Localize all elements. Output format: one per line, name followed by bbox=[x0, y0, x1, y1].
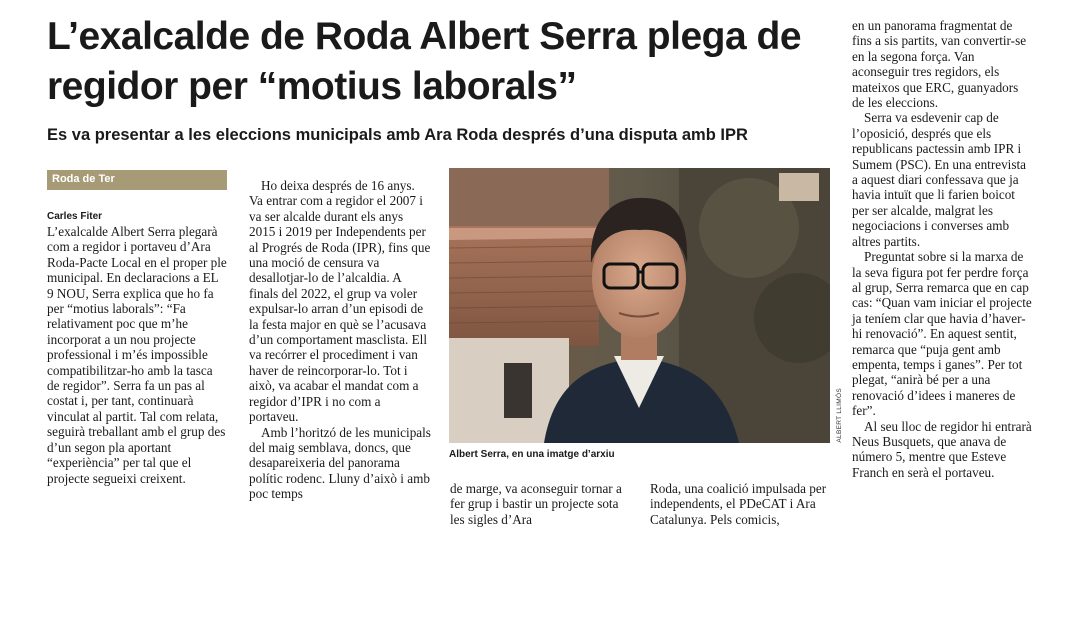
section-label: Roda de Ter bbox=[52, 173, 115, 185]
paragraph: L’exalcalde Albert Serra plegarà com a regidor i portaveu d’Ara Roda-Pacte Local en el proper ple municipal. En declaracions a EL 9 NOU, Serra explica que ho fa per “motius laborals”: “Fa relativament poc que m’he incorporat a un nou projecte professional i m’és impossible compatibilitzar-ho amb la tasca de regidor”. Serra fa un pas al costat i, per tant, continuarà vinculat al partit. Tal com relata, seguirà treballant amb el grup des d’un segon pla aportant “experiència” per tal que el projecte segueixi creixent. bbox=[47, 224, 227, 486]
paragraph: Ho deixa després de 16 anys. Va entrar com a regidor el 2007 i va ser alcalde durant els anys 2015 i 2019 per Independents per al Progrés de Roda (IPR), fins que una moció de censura va desallotjar-lo de l’alcaldia. A finals del 2022, el grup va voler expulsar-lo arran d’un episodi de la festa major en què se l’acusava d’un comportament masclista. Ell va recórrer el procediment i van haver de reincorporar-lo. Tot i això, va acabar el mandat com a regidor d’IPR i no com a portaveu. bbox=[249, 178, 431, 425]
column-3 bbox=[450, 481, 630, 527]
column-2 bbox=[249, 178, 431, 502]
article-photo bbox=[449, 168, 830, 443]
byline: Carles Fiter bbox=[47, 211, 103, 222]
section-label-bar bbox=[47, 170, 227, 190]
subtitle: Es va presentar a les eleccions municipals amb Ara Roda després d’una disputa amb IPR bbox=[47, 126, 748, 144]
paragraph: de marge, va aconseguir tornar a fer grup i bastir un projecte sota les sigles d’Ara bbox=[450, 481, 622, 527]
paragraph: Preguntat sobre si la marxa de la seva figura pot fer perdre força al grup, Serra remarca que en cap cas: “Quan vam iniciar el projecte ja teníem clar que havia d’haver-hi renovació”. En aquest sentit, remarca que “puja gent amb empenta, temps i ganes”. Per tot plegat, “anirà bé per a una renovació d’idees i maneres de fer”. bbox=[852, 249, 1032, 419]
photo-caption: Albert Serra, en una imatge d’arxiu bbox=[449, 449, 615, 460]
paragraph: Serra va esdevenir cap de l’oposició, després que els republicans pactessin amb IPR i Sumem (PSC). En una entrevista a aquest diari confessava que ja havia intuït que li farien boicot per ser alcalde, malgrat les negociacions i converses amb altres partits. bbox=[852, 110, 1026, 249]
paragraph: Roda, una coalició impulsada per independents, el PDeCAT i Ara Catalunya. Pels comicis, bbox=[650, 481, 827, 527]
paragraph: Amb l’horitzó de les municipals del maig semblava, doncs, que desapareixeria del panorama polític rodenc. Lluny d’això i amb poc temps bbox=[249, 424, 431, 502]
paragraph: Al seu lloc de regidor hi entrarà Neus Busquets, que anava de número 5, mentre que Esteve Franch en serà el portaveu. bbox=[852, 418, 1032, 480]
paragraph: en un panorama fragmentat de fins a sis partits, van convertir-se en la segona força. Van aconseguir tres regidors, els mateixos que ERC, guanyadors de les eleccions. bbox=[852, 18, 1027, 111]
headline: L’exalcalde de Roda Albert Serra plega de regidor per “motius laborals” bbox=[47, 15, 802, 108]
photo-credit: ALBERT LLIMÓS bbox=[836, 388, 843, 443]
column-5 bbox=[852, 18, 1032, 480]
column-1 bbox=[47, 224, 227, 486]
column-4 bbox=[650, 481, 830, 527]
